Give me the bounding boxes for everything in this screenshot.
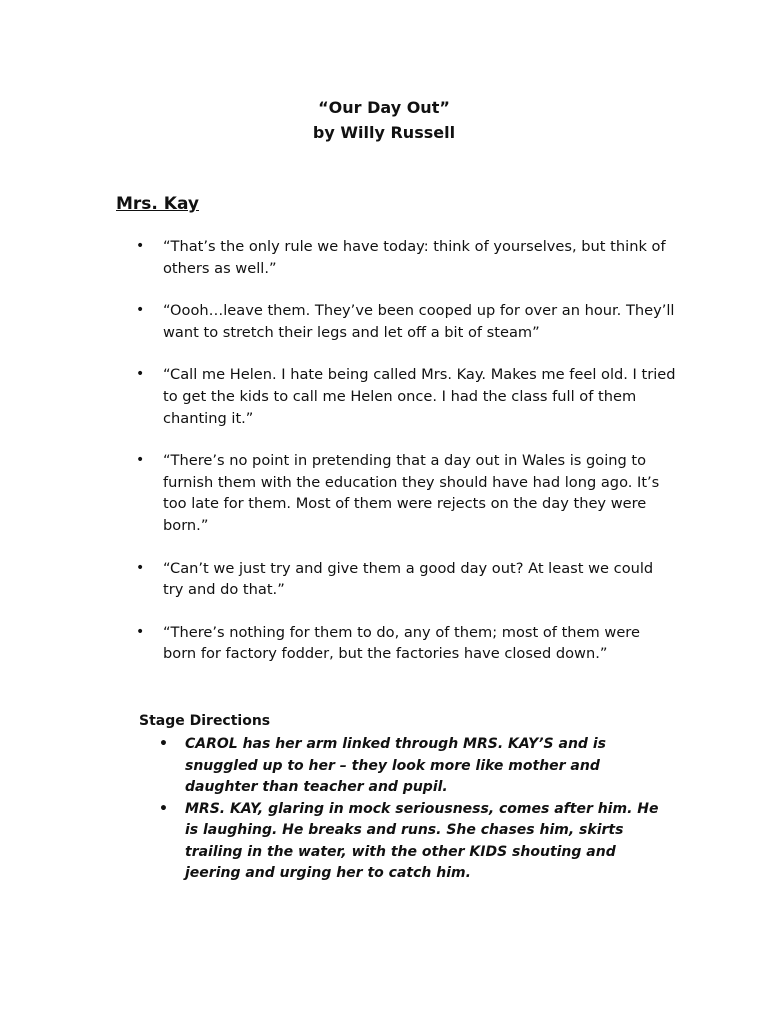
bullet-icon: • [136,559,145,576]
stage-direction-item [139,734,669,799]
title-block [0,95,768,145]
quote-item [116,300,676,343]
bullet-icon: • [136,302,145,319]
quote-item [116,364,676,429]
quote-list [116,236,676,686]
stage-direction-text: MRS. KAY, glaring in mock seriousness, comes after him. He is laughing. He breaks and runs. She chases him, skirts trailing in the water, with the other KIDS shouting and jeering and urging her to catch him. [185,800,659,881]
bullet-icon: • [136,452,145,469]
quote-text: “Can’t we just try and give them a good day out? At least we could try and do that.” [163,559,654,599]
bullet-icon: • [136,366,145,383]
character-heading: Mrs. Kay [116,194,199,214]
bullet-icon: • [136,623,145,640]
bullet-icon: • [159,736,168,752]
quote-item [116,450,676,536]
quote-text: “Call me Helen. I hate being called Mrs. Kay. Makes me feel old. I tried to get the kids to call me Helen once. I had the class full of them chanting it.” [163,366,676,427]
stage-directions-list [139,734,669,885]
stage-direction-text: CAROL has her arm linked through MRS. KAY’S and is snuggled up to her – they look more like mother and daughter than teacher and pupil. [185,736,606,795]
quote-text: “Oooh…leave them. They’ve been cooped up for over an hour. They’ll want to stretch their legs and let off a bit of steam” [163,302,675,341]
bullet-icon: • [136,238,145,254]
quote-item [116,236,676,279]
stage-direction-item [139,799,669,885]
quote-item [116,558,676,601]
stage-directions-heading: Stage Directions [139,713,271,729]
author-line: by Willy Russell [312,123,456,142]
bullet-icon: • [159,800,168,817]
quote-item [116,622,676,665]
quote-text: “There’s no point in pretending that a day out in Wales is going to furnish them with the education they should have had long ago. It’s too late for them. Most of them were rejects on the day they were born.” [163,452,660,534]
quote-text: “There’s nothing for them to do, any of them; most of them were born for factory fodder, but the factories have closed down.” [163,623,640,663]
quote-text: “That’s the only rule we have today: think of yourselves, but think of others as well.” [163,238,666,277]
play-title: “Our Day Out” [318,98,450,117]
